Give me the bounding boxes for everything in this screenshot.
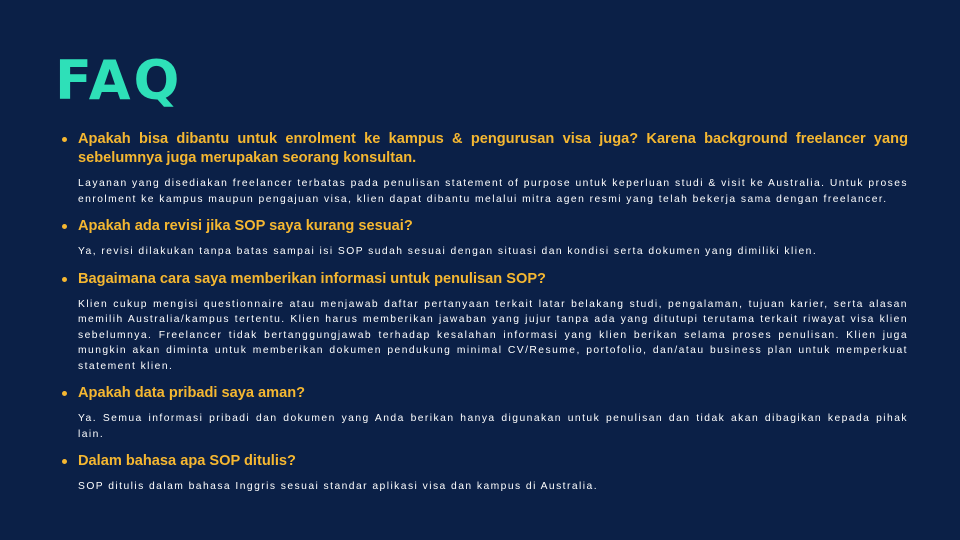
faq-answer: Klien cukup mengisi questionnaire atau menjawab daftar pertanyaan terkait latar belakang studi, pengalaman, tujuan karier, serta alasan memilih Australia/kampus tertentu. Klien harus memberikan jawaban yang jujur tanpa ada yang ditutupi terutama terkait riwayat visa klien sebelumnya. Freelancer tidak bertanggungjawab terhadap kesalahan informasi yang klien berikan selama proses penulisan. Klien juga mungkin akan diminta untuk memberikan dokumen pendukung minimal CV/Resume, portofolio, dan/atau business plan untuk memperkuat statement klien. xyxy=(78,298,908,372)
faq-answer: Ya. Semua informasi pribadi dan dokumen yang Anda berikan hanya digunakan untuk penulisan dan tidak akan dibagikan kepada pihak lain. xyxy=(78,413,908,440)
faq-item xyxy=(62,452,908,495)
faq-question-text: Apakah data pribadi saya aman? xyxy=(78,385,306,401)
bullet-icon xyxy=(62,277,67,282)
faq-item xyxy=(62,384,908,442)
faq-question-text: Bagaimana cara saya memberikan informasi untuk penulisan SOP? xyxy=(78,270,546,287)
bullet-icon xyxy=(62,137,67,142)
faq-question xyxy=(62,452,908,471)
faq-question-text: Dalam bahasa apa SOP ditulis? xyxy=(78,453,296,469)
page-title: FAQ xyxy=(55,49,183,112)
bullet-icon xyxy=(62,391,67,396)
bullet-icon xyxy=(62,224,67,229)
faq-question xyxy=(62,270,908,289)
faq-question xyxy=(62,217,908,236)
faq-answer: SOP ditulis dalam bahasa Inggris sesuai standar aplikasi visa dan kampus di Australia. xyxy=(78,481,599,492)
faq-question-text: Apakah ada revisi jika SOP saya kurang sesuai? xyxy=(78,218,413,234)
bullet-icon xyxy=(62,459,67,464)
faq-item xyxy=(62,217,908,260)
faq-question-text: Apakah bisa dibantu untuk enrolment ke kampus & pengurusan visa juga? Karena background freelancer yang sebelumnya juga merupakan seorang konsultan. xyxy=(78,131,908,166)
faq-item xyxy=(62,270,908,375)
faq-answer: Layanan yang disediakan freelancer terbatas pada penulisan statement of purpose untuk keperluan studi & visit ke Australia. Untuk proses enrolment ke kampus maupun pengajuan visa, klien dapat dibantu melalui mitra agen resmi yang telah bekerja sama dengan freelancer. xyxy=(78,178,908,205)
faq-item xyxy=(62,130,908,207)
faq-list xyxy=(62,130,908,505)
faq-question xyxy=(62,130,908,168)
faq-question xyxy=(62,384,908,403)
faq-answer: Ya, revisi dilakukan tanpa batas sampai isi SOP sudah sesuai dengan situasi dan kondisi serta dokumen yang dimiliki klien. xyxy=(78,246,818,257)
